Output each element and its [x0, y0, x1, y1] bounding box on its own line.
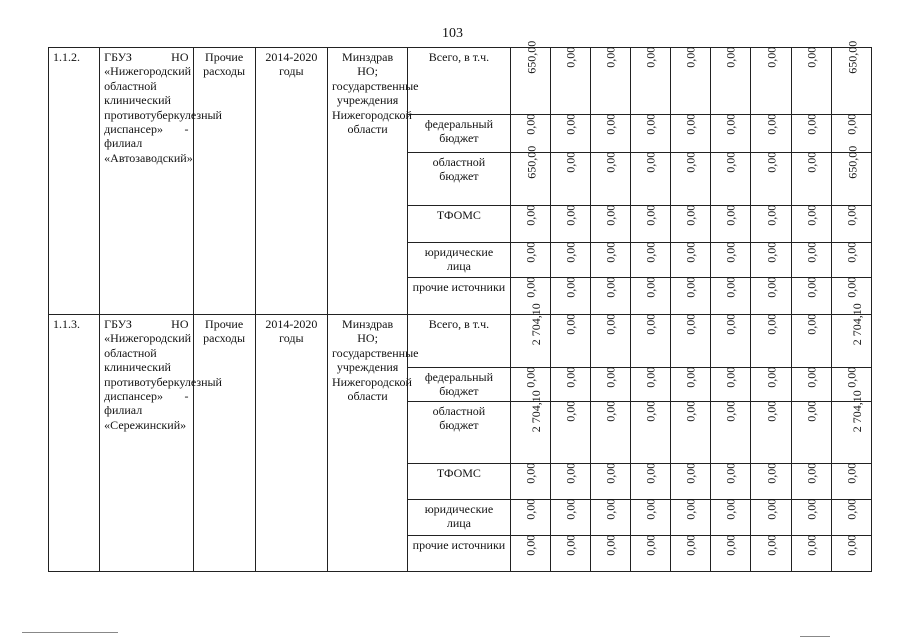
amount-value: 0,00	[522, 498, 537, 520]
organization-name: ГБУЗ НО «Нижегородский областной клинический противотуберкулезный диспансер» - филиал «Сережинский»	[100, 315, 193, 572]
amount-value: 2 704,10	[528, 303, 543, 346]
amount-value: 0,00	[563, 534, 578, 556]
amount-value: 0,00	[643, 313, 658, 335]
amount-value: 0,00	[683, 241, 698, 263]
amount-cell	[671, 499, 711, 535]
amount-value: 0,00	[803, 241, 818, 263]
amount-value: 0,00	[563, 400, 578, 422]
amount-value: 0,00	[763, 204, 778, 226]
amount-value: 0,00	[683, 400, 698, 422]
amount-value: 2 704,10	[849, 303, 864, 346]
amount-value: 0,00	[563, 276, 578, 298]
amount-value: 0,00	[803, 46, 818, 68]
amount-value: 0,00	[844, 498, 859, 520]
amount-cell	[791, 243, 831, 278]
amount-cell	[711, 206, 751, 243]
amount-cell	[791, 115, 831, 153]
amount-cell	[831, 389, 871, 463]
amount-value: 0,00	[763, 113, 778, 135]
amount-cell	[550, 278, 590, 315]
amount-cell	[831, 463, 871, 499]
amount-cell	[631, 243, 671, 278]
amount-cell	[631, 315, 671, 368]
amount-value: 0,00	[803, 462, 818, 484]
amount-value: 0,00	[683, 204, 698, 226]
amount-cell	[590, 48, 630, 115]
item-number: 1.1.2.	[49, 48, 100, 315]
amount-value: 0,00	[603, 366, 618, 388]
amount-value: 0,00	[763, 313, 778, 335]
amount-value: 0,00	[643, 498, 658, 520]
amount-cell	[510, 206, 550, 243]
budget-table	[48, 40, 872, 572]
amount-cell	[831, 535, 871, 571]
period: 2014-2020 годы	[255, 48, 327, 315]
amount-cell	[751, 278, 791, 315]
amount-cell	[631, 463, 671, 499]
amount-value: 0,00	[803, 151, 818, 173]
amount-cell	[631, 401, 671, 463]
amount-value: 650,00	[523, 40, 538, 74]
amount-value: 0,00	[683, 46, 698, 68]
amount-value: 0,00	[763, 151, 778, 173]
amount-value: 0,00	[603, 113, 618, 135]
amount-cell	[791, 153, 831, 206]
amount-cell	[711, 499, 751, 535]
page-number: 103	[442, 26, 463, 41]
amount-value: 0,00	[803, 204, 818, 226]
amount-cell	[831, 206, 871, 243]
amount-cell	[590, 153, 630, 206]
amount-cell	[711, 48, 751, 115]
amount-value: 0,00	[763, 46, 778, 68]
amount-cell	[831, 303, 871, 368]
amount-cell	[550, 401, 590, 463]
table-row	[49, 48, 872, 115]
amount-value: 0,00	[522, 204, 537, 226]
amount-cell	[510, 463, 550, 499]
amount-cell	[751, 401, 791, 463]
amount-cell	[631, 115, 671, 153]
amount-cell	[791, 315, 831, 368]
amount-cell	[590, 243, 630, 278]
amount-value: 0,00	[803, 113, 818, 135]
amount-cell	[751, 463, 791, 499]
amount-value: 0,00	[563, 113, 578, 135]
amount-value: 0,00	[723, 113, 738, 135]
amount-value: 0,00	[603, 400, 618, 422]
amount-value: 0,00	[522, 276, 537, 298]
funding-source: областной бюджет	[408, 153, 510, 206]
amount-value: 0,00	[723, 241, 738, 263]
amount-value: 0,00	[723, 276, 738, 298]
amount-cell	[590, 401, 630, 463]
amount-cell	[671, 315, 711, 368]
amount-value: 0,00	[683, 366, 698, 388]
item-number: 1.1.3.	[49, 315, 100, 572]
amount-cell	[590, 463, 630, 499]
amount-value: 0,00	[763, 400, 778, 422]
funding-source: Всего, в т.ч.	[408, 48, 510, 115]
table-row	[49, 315, 872, 368]
funding-source: Всего, в т.ч.	[408, 315, 510, 368]
amount-cell	[510, 145, 550, 206]
amount-value: 0,00	[603, 498, 618, 520]
amount-value: 0,00	[683, 113, 698, 135]
amount-cell	[590, 499, 630, 535]
amount-cell	[550, 499, 590, 535]
amount-cell	[671, 278, 711, 315]
amount-cell	[671, 368, 711, 402]
amount-cell	[791, 535, 831, 571]
amount-value: 0,00	[803, 534, 818, 556]
amount-cell	[631, 278, 671, 315]
amount-value: 0,00	[723, 46, 738, 68]
amount-cell	[550, 463, 590, 499]
amount-value: 0,00	[844, 276, 859, 298]
amount-value: 0,00	[603, 276, 618, 298]
amount-value: 0,00	[643, 276, 658, 298]
amount-cell	[671, 48, 711, 115]
amount-value: 0,00	[763, 276, 778, 298]
amount-cell	[751, 535, 791, 571]
amount-value: 0,00	[522, 462, 537, 484]
amount-value: 0,00	[563, 313, 578, 335]
amount-cell	[550, 368, 590, 402]
amount-cell	[550, 315, 590, 368]
amount-value: 0,00	[723, 151, 738, 173]
amount-value: 0,00	[522, 241, 537, 263]
amount-cell	[590, 115, 630, 153]
amount-value: 0,00	[683, 313, 698, 335]
organization-name: ГБУЗ НО «Нижегородский областной клинический противотуберкулезный диспансер» - филиал «Автозаводский»	[100, 48, 193, 315]
amount-cell	[631, 535, 671, 571]
amount-value: 0,00	[844, 462, 859, 484]
amount-cell	[671, 463, 711, 499]
amount-cell	[550, 48, 590, 115]
amount-cell	[711, 535, 751, 571]
amount-value: 0,00	[643, 46, 658, 68]
amount-value: 0,00	[803, 498, 818, 520]
amount-value: 0,00	[563, 46, 578, 68]
amount-value: 0,00	[803, 313, 818, 335]
amount-cell	[631, 153, 671, 206]
amount-cell	[791, 48, 831, 115]
amount-cell	[671, 401, 711, 463]
amount-value: 0,00	[683, 151, 698, 173]
amount-cell	[711, 463, 751, 499]
amount-value: 0,00	[643, 400, 658, 422]
amount-value: 0,00	[803, 366, 818, 388]
amount-value: 0,00	[603, 46, 618, 68]
amount-cell	[711, 243, 751, 278]
amount-value: 650,00	[523, 145, 538, 179]
amount-cell	[791, 278, 831, 315]
amount-value: 0,00	[563, 462, 578, 484]
amount-value: 0,00	[763, 498, 778, 520]
amount-value: 0,00	[603, 313, 618, 335]
amount-value: 0,00	[723, 366, 738, 388]
funding-source: ТФОМС	[408, 463, 510, 499]
amount-value: 0,00	[723, 498, 738, 520]
amount-value: 0,00	[844, 113, 859, 135]
amount-cell	[550, 115, 590, 153]
amount-cell	[831, 145, 871, 206]
amount-cell	[510, 499, 550, 535]
amount-cell	[711, 153, 751, 206]
amount-value: 0,00	[643, 204, 658, 226]
amount-cell	[590, 278, 630, 315]
funding-source: юридические лица	[408, 499, 510, 535]
amount-value: 0,00	[643, 366, 658, 388]
amount-cell	[791, 401, 831, 463]
amount-value: 0,00	[603, 241, 618, 263]
amount-value: 0,00	[723, 462, 738, 484]
amount-cell	[751, 243, 791, 278]
amount-cell	[631, 368, 671, 402]
amount-value: 0,00	[522, 534, 537, 556]
funding-source: юридические лица	[408, 243, 510, 278]
amount-cell	[590, 535, 630, 571]
amount-value: 0,00	[844, 366, 859, 388]
amount-cell	[791, 463, 831, 499]
amount-cell	[550, 535, 590, 571]
amount-value: 0,00	[844, 534, 859, 556]
amount-value: 650,00	[845, 40, 860, 74]
funding-source: федеральный бюджет	[408, 115, 510, 153]
amount-cell	[631, 206, 671, 243]
amount-value: 0,00	[563, 241, 578, 263]
expense-type: Прочие расходы	[193, 315, 255, 572]
amount-cell	[631, 499, 671, 535]
scan-artifact	[800, 636, 830, 637]
amount-cell	[631, 48, 671, 115]
amount-cell	[671, 535, 711, 571]
amount-value: 0,00	[603, 534, 618, 556]
amount-cell	[590, 315, 630, 368]
amount-value: 0,00	[803, 400, 818, 422]
executor: Минздрав НО; государственные учреждения Нижегородской области	[327, 315, 407, 572]
amount-value: 0,00	[522, 113, 537, 135]
amount-cell	[590, 206, 630, 243]
amount-cell	[590, 368, 630, 402]
period: 2014-2020 годы	[255, 315, 327, 572]
amount-cell	[751, 115, 791, 153]
amount-value: 0,00	[603, 462, 618, 484]
amount-value: 0,00	[723, 313, 738, 335]
expense-type: Прочие расходы	[193, 48, 255, 315]
amount-value: 0,00	[522, 366, 537, 388]
amount-value: 0,00	[803, 276, 818, 298]
amount-value: 0,00	[683, 534, 698, 556]
amount-cell	[711, 401, 751, 463]
amount-cell	[510, 535, 550, 571]
funding-source: областной бюджет	[408, 401, 510, 463]
amount-cell	[510, 243, 550, 278]
amount-cell	[831, 40, 871, 115]
amount-value: 0,00	[763, 241, 778, 263]
amount-cell	[791, 368, 831, 402]
amount-cell	[831, 243, 871, 278]
amount-value: 0,00	[643, 534, 658, 556]
amount-value: 0,00	[763, 462, 778, 484]
amount-cell	[791, 499, 831, 535]
amount-value: 0,00	[643, 462, 658, 484]
amount-value: 0,00	[563, 151, 578, 173]
amount-cell	[510, 303, 550, 368]
amount-value: 0,00	[563, 204, 578, 226]
amount-cell	[791, 206, 831, 243]
amount-cell	[510, 40, 550, 115]
amount-cell	[671, 115, 711, 153]
amount-value: 0,00	[643, 241, 658, 263]
amount-value: 0,00	[723, 204, 738, 226]
amount-cell	[711, 278, 751, 315]
amount-value: 2 704,10	[528, 389, 543, 432]
amount-cell	[751, 368, 791, 402]
amount-value: 0,00	[844, 241, 859, 263]
amount-cell	[671, 206, 711, 243]
amount-cell	[671, 153, 711, 206]
amount-value: 0,00	[844, 204, 859, 226]
amount-value: 2 704,10	[849, 389, 864, 432]
amount-cell	[751, 499, 791, 535]
amount-value: 0,00	[763, 366, 778, 388]
amount-value: 0,00	[683, 498, 698, 520]
amount-cell	[751, 48, 791, 115]
amount-value: 0,00	[723, 400, 738, 422]
amount-value: 0,00	[683, 462, 698, 484]
amount-value: 0,00	[603, 151, 618, 173]
amount-cell	[751, 315, 791, 368]
amount-value: 0,00	[603, 204, 618, 226]
amount-value: 0,00	[563, 366, 578, 388]
amount-cell	[711, 315, 751, 368]
amount-value: 0,00	[563, 498, 578, 520]
executor: Минздрав НО; государственные учреждения Нижегородской области	[327, 48, 407, 315]
amount-value: 650,00	[845, 145, 860, 179]
amount-value: 0,00	[683, 276, 698, 298]
amount-cell	[711, 115, 751, 153]
funding-source: федеральный бюджет	[408, 368, 510, 402]
amount-cell	[751, 206, 791, 243]
amount-cell	[550, 206, 590, 243]
amount-cell	[510, 389, 550, 463]
amount-cell	[550, 153, 590, 206]
scan-artifact	[22, 632, 118, 633]
amount-value: 0,00	[643, 151, 658, 173]
amount-cell	[831, 499, 871, 535]
amount-cell	[751, 153, 791, 206]
funding-source: прочие источники	[408, 535, 510, 571]
amount-value: 0,00	[643, 113, 658, 135]
amount-value: 0,00	[763, 534, 778, 556]
amount-cell	[711, 368, 751, 402]
amount-cell	[550, 243, 590, 278]
funding-source: прочие источники	[408, 278, 510, 315]
amount-value: 0,00	[723, 534, 738, 556]
amount-cell	[671, 243, 711, 278]
funding-source: ТФОМС	[408, 206, 510, 243]
